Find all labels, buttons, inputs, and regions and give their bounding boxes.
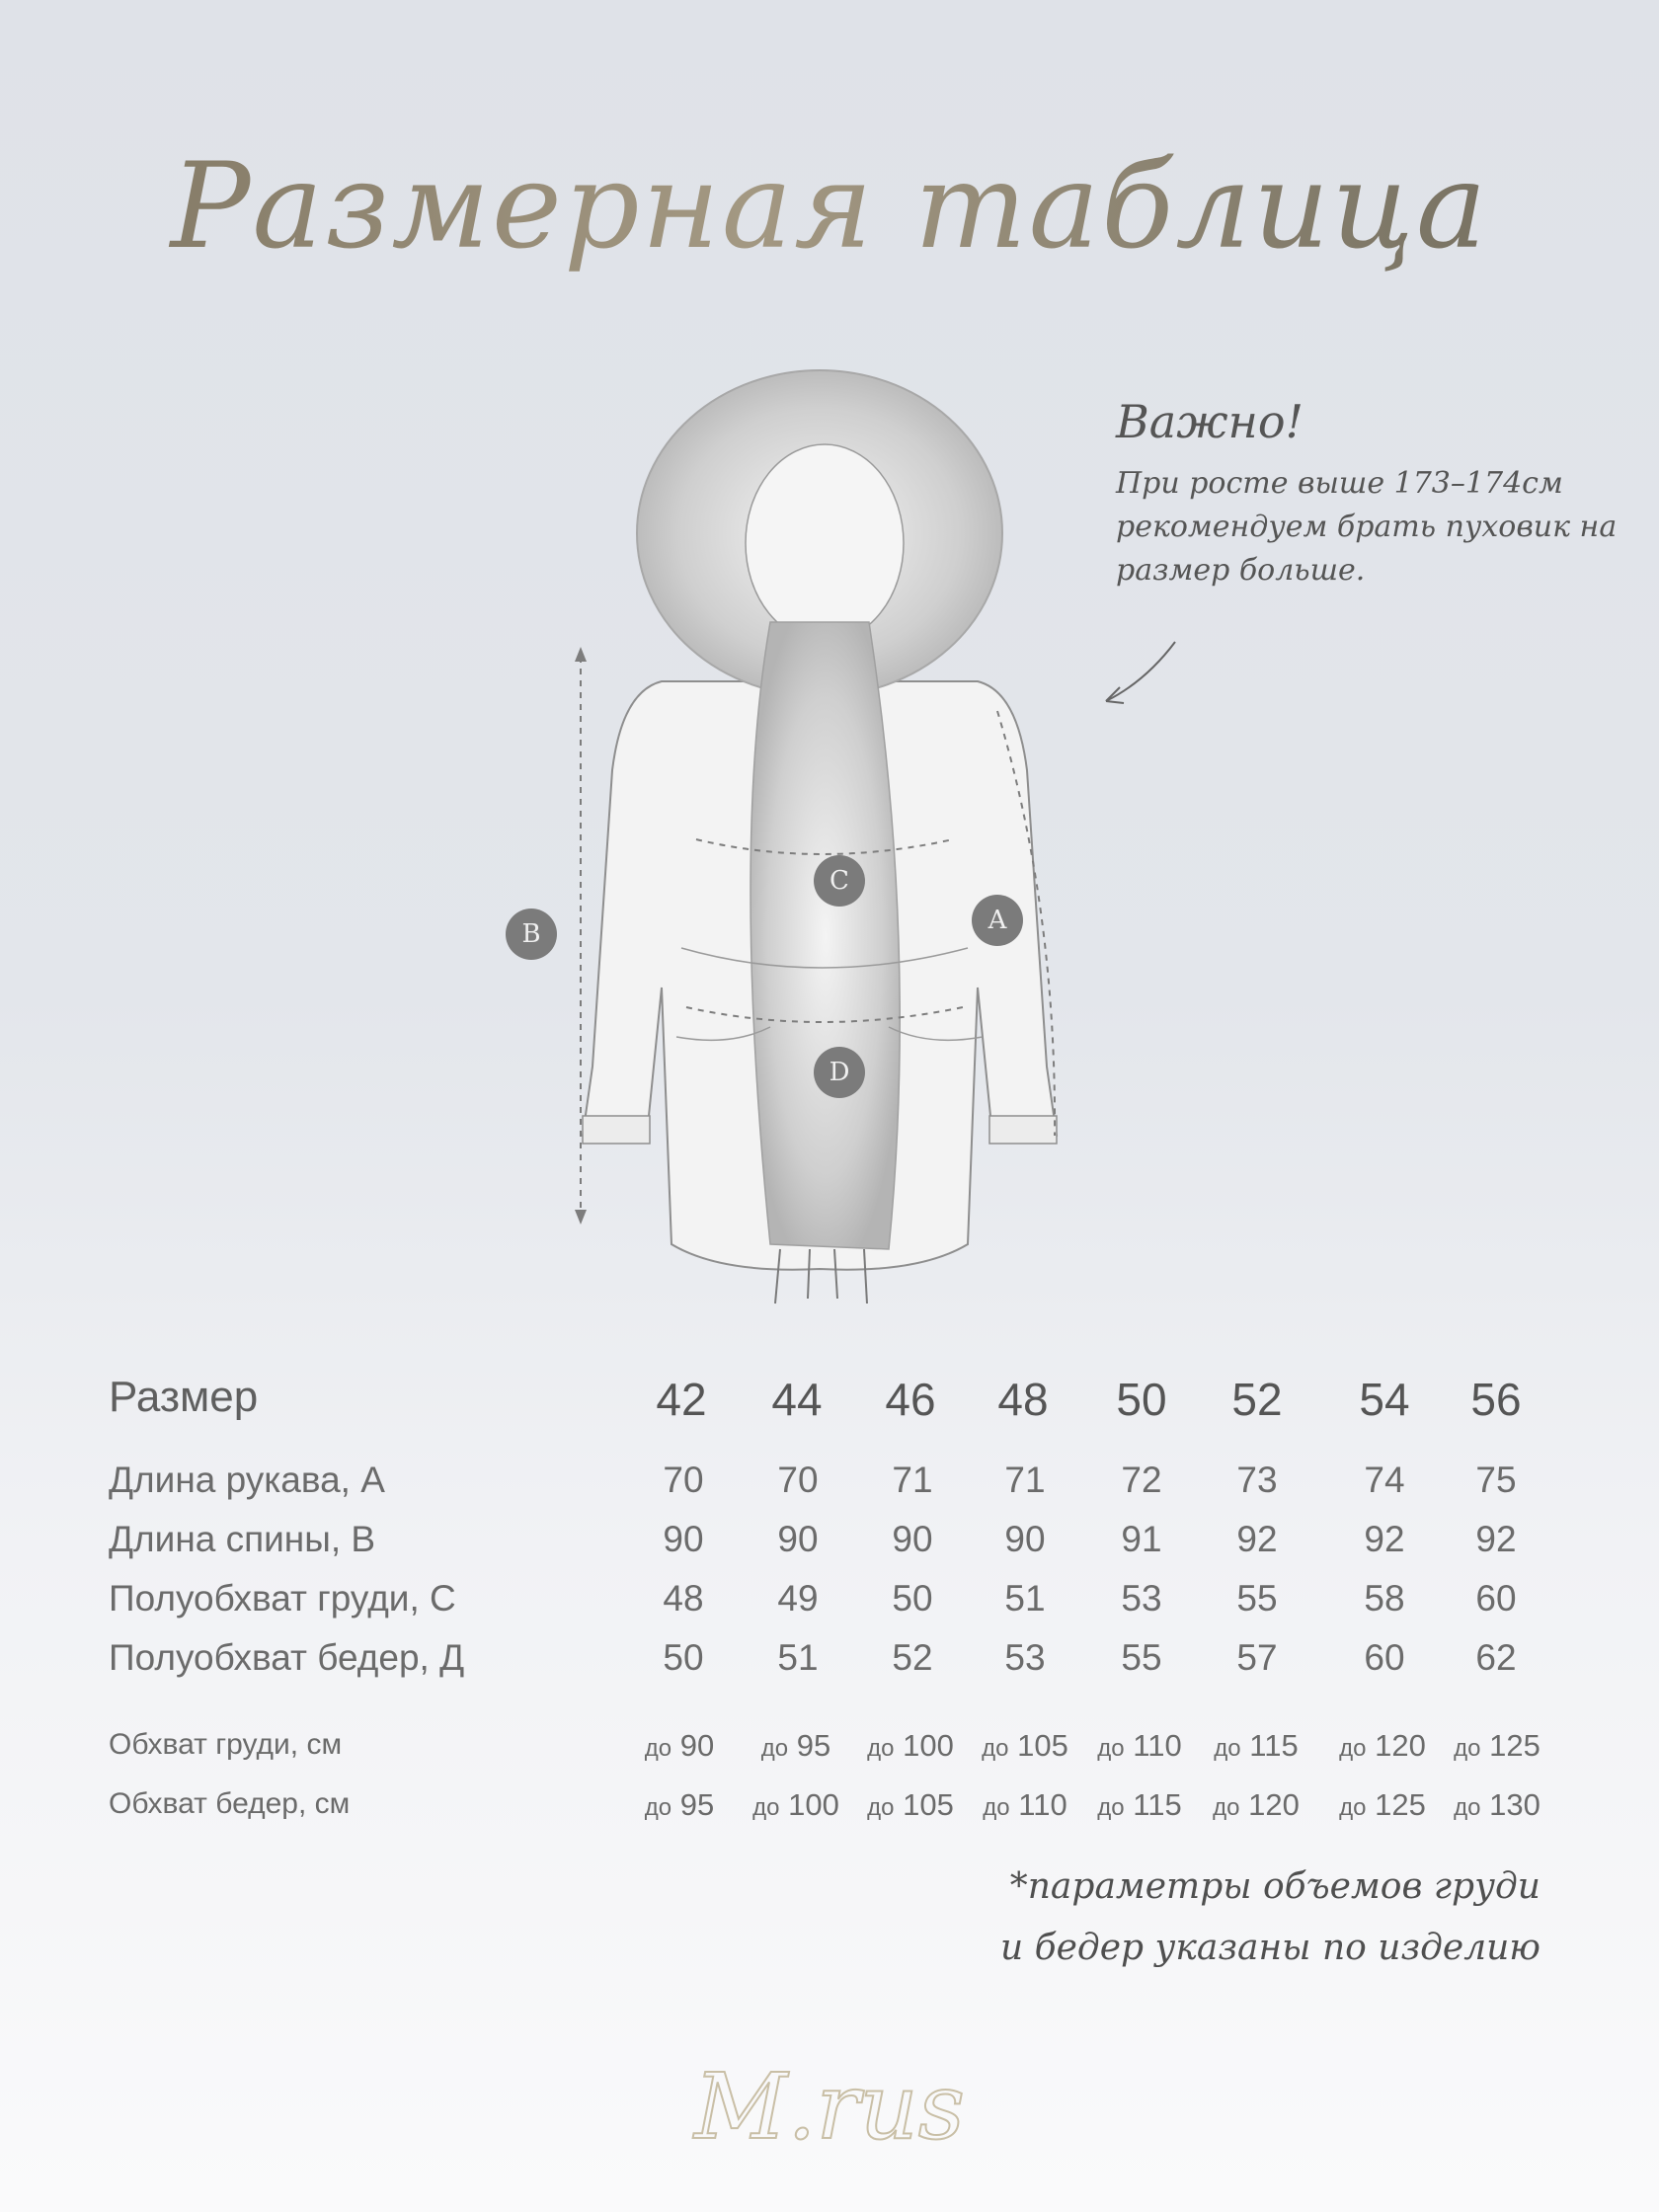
value-cell: до 110 [1097, 1728, 1182, 1763]
value-cell: до 95 [644, 1787, 715, 1822]
value-cell: 53 [1121, 1578, 1162, 1619]
table-row [0, 1519, 1659, 1578]
value-cell: 90 [892, 1519, 933, 1559]
value-cell: 51 [777, 1637, 819, 1678]
marker-d-badge: D [814, 1047, 865, 1098]
face-opening [746, 444, 904, 642]
coat-illustration [474, 356, 1165, 1323]
value-cell: 73 [1236, 1460, 1278, 1500]
value-cell: до 95 [760, 1728, 831, 1763]
value-cell: до 90 [644, 1728, 715, 1763]
important-note [1116, 395, 1629, 592]
value-cell: 55 [1121, 1637, 1162, 1678]
note-text: При росте выше 173–174см рекомендуем брать пуховик на размер больше. [1116, 466, 1618, 588]
value-cell: до 110 [983, 1787, 1067, 1822]
value-cell: до 125 [1454, 1728, 1540, 1763]
value-cell: 50 [892, 1578, 933, 1619]
value-cell: до 125 [1339, 1787, 1426, 1822]
row-label: Обхват груди, см [109, 1728, 343, 1761]
size-cell: 46 [885, 1374, 936, 1425]
value-cell: 52 [892, 1637, 933, 1678]
value-cell: 53 [1004, 1637, 1046, 1678]
value-cell: 60 [1364, 1637, 1405, 1678]
row-label: Длина спины, В [109, 1519, 376, 1559]
value-cell: 91 [1121, 1519, 1162, 1559]
value-cell: до 120 [1213, 1787, 1300, 1822]
footnote-line-2: и бедер указаны по изделию [1000, 1928, 1540, 1968]
footnote-line-1: *параметры объемов груди [1009, 1866, 1540, 1907]
value-cell: 92 [1236, 1519, 1278, 1559]
value-cell: 62 [1475, 1637, 1517, 1678]
size-cell: 42 [656, 1374, 707, 1425]
table-header-row [0, 1373, 1659, 1432]
size-cell: 52 [1231, 1374, 1283, 1425]
value-cell: 90 [777, 1519, 819, 1559]
value-cell: до 115 [1214, 1728, 1299, 1763]
value-cell: до 130 [1454, 1787, 1540, 1822]
marker-c-badge: C [814, 855, 865, 907]
value-cell: 51 [1004, 1578, 1046, 1619]
value-cell: 71 [892, 1460, 933, 1500]
page-title: Размерная таблица [0, 138, 1659, 276]
size-cell: 48 [997, 1374, 1049, 1425]
value-cell: 60 [1475, 1578, 1517, 1619]
body-size-row [0, 1728, 1659, 1787]
value-cell: 90 [1004, 1519, 1046, 1559]
table-row [0, 1460, 1659, 1519]
value-cell: 50 [663, 1637, 704, 1678]
value-cell: до 120 [1339, 1728, 1426, 1763]
note-arrow-icon [1096, 632, 1185, 711]
size-cell: 50 [1116, 1374, 1167, 1425]
value-cell: 92 [1364, 1519, 1405, 1559]
size-cell: 44 [771, 1374, 823, 1425]
body-size-row [0, 1787, 1659, 1847]
value-cell: 92 [1475, 1519, 1517, 1559]
value-cell: 70 [663, 1460, 704, 1500]
footnote [889, 1856, 1540, 1979]
size-cell: 54 [1359, 1374, 1410, 1425]
value-cell: 49 [777, 1578, 819, 1619]
row-label: Длина рукава, А [109, 1460, 385, 1500]
value-cell: 74 [1364, 1460, 1405, 1500]
size-header-label: Размер [109, 1373, 259, 1421]
value-cell: до 105 [982, 1728, 1068, 1763]
table-row [0, 1578, 1659, 1637]
value-cell: 58 [1364, 1578, 1405, 1619]
value-cell: 48 [663, 1578, 704, 1619]
row-label: Полуобхват груди, С [109, 1578, 456, 1619]
marker-a-badge: A [972, 895, 1023, 946]
value-cell: до 115 [1097, 1787, 1182, 1822]
fur-trim [750, 622, 900, 1249]
table-row [0, 1637, 1659, 1697]
value-cell: 70 [777, 1460, 819, 1500]
value-cell: 57 [1236, 1637, 1278, 1678]
row-label: Полуобхват бедер, Д [109, 1637, 465, 1678]
brand-logo: M.rus [694, 2054, 965, 2160]
value-cell: до 100 [752, 1787, 839, 1822]
note-heading: Важно! [1116, 395, 1304, 448]
value-cell: 71 [1004, 1460, 1046, 1500]
value-cell: 72 [1121, 1460, 1162, 1500]
value-cell: 55 [1236, 1578, 1278, 1619]
value-cell: до 100 [867, 1728, 954, 1763]
size-cell: 56 [1470, 1374, 1522, 1425]
marker-b-badge: B [506, 908, 557, 960]
value-cell: до 105 [867, 1787, 954, 1822]
row-label: Обхват бедер, см [109, 1787, 351, 1820]
value-cell: 75 [1475, 1460, 1517, 1500]
value-cell: 90 [663, 1519, 704, 1559]
